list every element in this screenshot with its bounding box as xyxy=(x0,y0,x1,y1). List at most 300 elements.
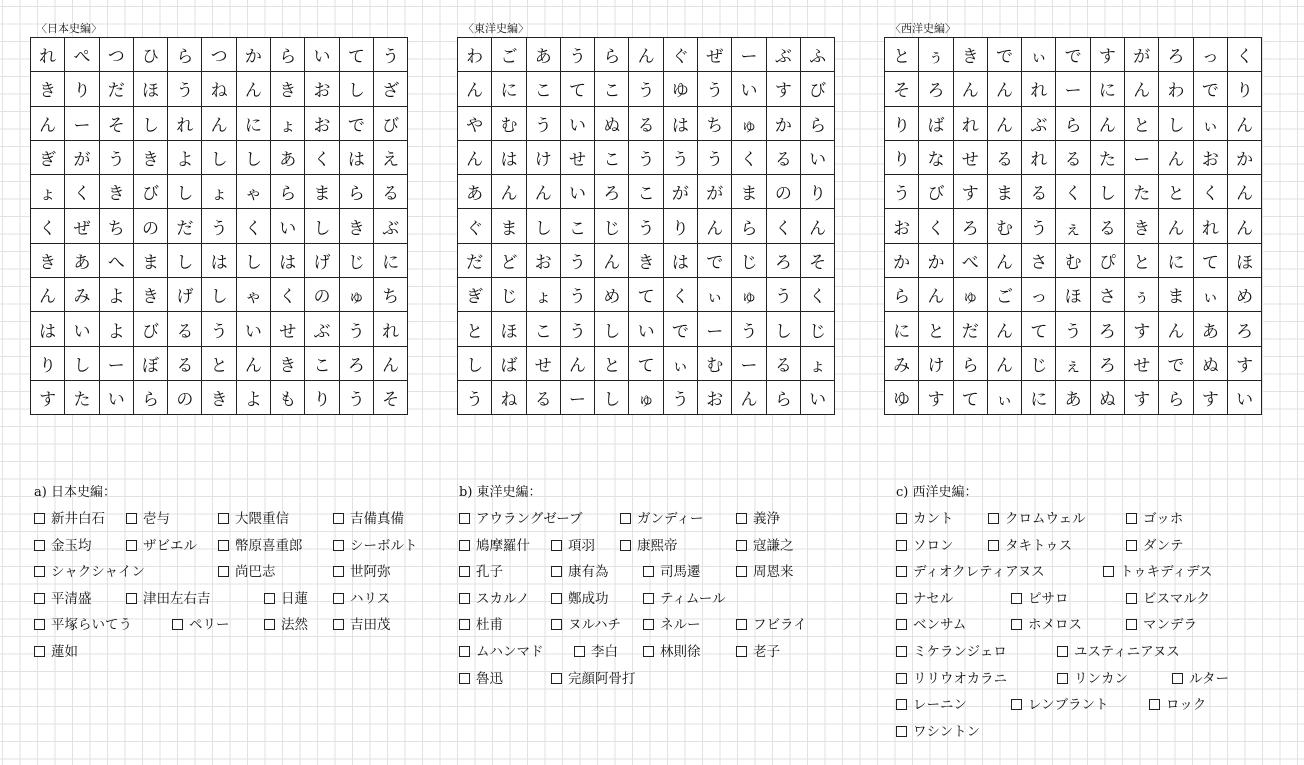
grid-cell: が xyxy=(1125,38,1159,72)
word-item[interactable] xyxy=(896,722,980,742)
grid-cell: た xyxy=(1125,175,1159,209)
grid-cell: ん xyxy=(595,244,629,278)
word-list-heading: a) 日本史編： xyxy=(34,485,116,500)
grid-cell: て xyxy=(629,347,663,381)
checkbox-icon[interactable] xyxy=(1126,619,1137,630)
grid-cell: の xyxy=(305,278,339,312)
checkbox-icon[interactable] xyxy=(896,673,907,684)
word-item[interactable] xyxy=(896,589,953,609)
grid-cell: ん xyxy=(698,209,732,243)
grid-cell: す xyxy=(1125,312,1159,346)
word-item[interactable] xyxy=(896,536,954,556)
grid-cell: る xyxy=(767,141,801,175)
checkbox-icon[interactable] xyxy=(643,619,654,630)
grid-cell: だ xyxy=(458,244,492,278)
grid-cell: ん xyxy=(1125,72,1159,106)
grid-cell: げ xyxy=(168,278,202,312)
grid-cell: う xyxy=(202,312,236,346)
grid-cell: て xyxy=(340,38,374,72)
grid-cell: き xyxy=(202,381,236,415)
word-label: 義浄 xyxy=(753,511,780,527)
word-item[interactable] xyxy=(574,642,618,662)
word-item[interactable] xyxy=(218,562,276,582)
checkbox-icon[interactable] xyxy=(620,540,631,551)
word-item[interactable] xyxy=(459,669,503,689)
grid-cell: は xyxy=(664,107,698,141)
word-item[interactable] xyxy=(736,536,794,556)
grid-cell: で xyxy=(1194,72,1228,106)
grid-cell: ゅ xyxy=(340,278,374,312)
word-item[interactable] xyxy=(1126,615,1197,635)
grid-cell: う xyxy=(458,381,492,415)
checkbox-icon[interactable] xyxy=(620,513,631,524)
word-label: レーニン xyxy=(913,697,967,714)
checkbox-icon[interactable] xyxy=(333,619,344,630)
word-list-row xyxy=(459,669,636,696)
grid-cell: き xyxy=(629,244,663,278)
checkbox-icon[interactable] xyxy=(264,593,275,604)
grid-cell: ひ xyxy=(134,38,168,72)
grid-cell: ー xyxy=(732,38,766,72)
puzzle-eastern-history xyxy=(457,21,835,415)
grid-cell: り xyxy=(885,141,919,175)
word-item[interactable] xyxy=(333,509,404,529)
word-item[interactable] xyxy=(551,615,621,635)
grid-cell: ぎ xyxy=(458,278,492,312)
grid-cell: ぃ xyxy=(1022,38,1056,72)
checkbox-icon[interactable] xyxy=(643,566,654,577)
checkbox-icon[interactable] xyxy=(896,619,907,630)
word-label: ヌルハチ xyxy=(568,617,622,634)
grid-cell: い xyxy=(305,38,339,72)
checkbox-icon[interactable] xyxy=(34,540,45,551)
grid-cell: う xyxy=(374,38,408,72)
word-item[interactable] xyxy=(736,562,794,582)
word-list-row xyxy=(896,509,1184,536)
word-list-row xyxy=(34,615,391,642)
grid-cell: り xyxy=(1228,72,1262,106)
checkbox-icon[interactable] xyxy=(459,540,470,551)
word-label: シーボルト xyxy=(350,537,418,554)
grid-cell: う xyxy=(664,381,698,415)
grid-cell: け xyxy=(919,347,953,381)
grid-cell: ん xyxy=(954,72,988,106)
grid-cell: ん xyxy=(1159,209,1193,243)
word-item[interactable] xyxy=(218,509,289,529)
word-list-row xyxy=(896,589,1210,616)
grid-cell: ざ xyxy=(374,72,408,106)
word-item[interactable] xyxy=(1126,536,1184,556)
word-item[interactable] xyxy=(172,615,230,635)
word-item[interactable] xyxy=(988,509,1085,529)
word-item[interactable] xyxy=(126,536,197,556)
word-list-row xyxy=(896,669,1229,696)
checkbox-icon[interactable] xyxy=(459,593,470,604)
grid-cell: ぬ xyxy=(1091,381,1125,415)
word-item[interactable] xyxy=(620,509,703,529)
word-item[interactable] xyxy=(264,615,308,635)
word-item[interactable] xyxy=(988,536,1072,556)
grid-cell: あ xyxy=(1194,312,1228,346)
checkbox-icon[interactable] xyxy=(459,646,470,657)
checkbox-icon[interactable] xyxy=(896,540,907,551)
word-item[interactable] xyxy=(34,536,92,556)
grid-cell: て xyxy=(561,72,595,106)
word-item[interactable] xyxy=(459,509,583,529)
checkbox-icon[interactable] xyxy=(126,540,137,551)
grid-cell: い xyxy=(732,72,766,106)
checkbox-icon[interactable] xyxy=(1057,673,1068,684)
word-item[interactable] xyxy=(896,509,954,529)
grid-cell: か xyxy=(885,244,919,278)
grid-cell: ろ xyxy=(954,209,988,243)
grid-cell: わ xyxy=(458,38,492,72)
word-item[interactable] xyxy=(896,562,1045,582)
word-item[interactable] xyxy=(333,562,391,582)
checkbox-icon[interactable] xyxy=(333,513,344,524)
grid-cell: ぶ xyxy=(1022,107,1056,141)
grid-cell: お xyxy=(885,209,919,243)
grid-cell: め xyxy=(595,278,629,312)
word-item[interactable] xyxy=(1126,589,1210,609)
word-item[interactable] xyxy=(1011,589,1069,609)
grid-cell: び xyxy=(801,72,835,106)
grid-cell: し xyxy=(202,141,236,175)
word-item[interactable] xyxy=(126,509,170,529)
word-item[interactable] xyxy=(643,589,725,609)
grid-cell: の xyxy=(168,381,202,415)
grid-cell: せ xyxy=(1125,347,1159,381)
grid-cell: ー xyxy=(698,312,732,346)
checkbox-icon[interactable] xyxy=(333,566,344,577)
grid-cell: す xyxy=(954,175,988,209)
grid-cell: ち xyxy=(374,278,408,312)
checkbox-icon[interactable] xyxy=(459,673,470,684)
word-label: 新井白石 xyxy=(51,511,105,527)
grid-cell: あ xyxy=(458,175,492,209)
word-label: 平清盛 xyxy=(51,590,92,607)
checkbox-icon[interactable] xyxy=(1126,540,1137,551)
word-item[interactable] xyxy=(34,562,145,582)
word-item[interactable] xyxy=(1126,509,1183,529)
grid-cell: の xyxy=(767,175,801,209)
word-list-row xyxy=(459,562,794,589)
grid-cell: ぅ xyxy=(1125,278,1159,312)
word-label: 平塚らいてう xyxy=(51,617,132,634)
checkbox-icon[interactable] xyxy=(34,593,45,604)
word-label: ムハンマド xyxy=(476,643,544,660)
grid-cell: こ xyxy=(595,141,629,175)
word-label: 老子 xyxy=(753,643,780,660)
grid-cell: す xyxy=(1125,381,1159,415)
checkbox-icon[interactable] xyxy=(459,566,470,577)
checkbox-icon[interactable] xyxy=(1103,566,1114,577)
grid-cell: こ xyxy=(527,312,561,346)
grid-cell: く xyxy=(732,141,766,175)
grid-cell: ぇ xyxy=(1056,347,1090,381)
checkbox-icon[interactable] xyxy=(988,513,999,524)
grid-cell: び xyxy=(919,175,953,209)
grid-cell: が xyxy=(698,175,732,209)
grid-cell: り xyxy=(885,107,919,141)
grid-cell: れ xyxy=(954,107,988,141)
grid-cell: そ xyxy=(374,381,408,415)
grid-cell: ん xyxy=(919,278,953,312)
word-item[interactable] xyxy=(1011,695,1109,715)
checkbox-icon[interactable] xyxy=(988,540,999,551)
word-label: トゥキディデス xyxy=(1120,564,1213,581)
grid-cell: ゅ xyxy=(629,381,663,415)
checkbox-icon[interactable] xyxy=(896,566,907,577)
word-label: ネルー xyxy=(660,617,701,634)
word-item[interactable] xyxy=(1103,562,1213,582)
word-item[interactable] xyxy=(643,642,701,662)
grid-cell: れ xyxy=(1194,209,1228,243)
grid-cell: ん xyxy=(527,175,561,209)
grid-cell: っ xyxy=(1194,38,1228,72)
word-item[interactable] xyxy=(1057,669,1128,689)
word-item[interactable] xyxy=(643,615,701,635)
word-label: フビライ xyxy=(753,617,807,634)
checkbox-icon[interactable] xyxy=(333,593,344,604)
grid-cell: ん xyxy=(561,347,595,381)
grid-cell: い xyxy=(65,312,99,346)
checkbox-icon[interactable] xyxy=(333,540,344,551)
checkbox-icon[interactable] xyxy=(34,619,45,630)
word-item[interactable] xyxy=(333,536,418,556)
checkbox-icon[interactable] xyxy=(896,726,907,737)
word-item[interactable] xyxy=(34,509,105,529)
grid-cell: ら xyxy=(732,209,766,243)
grid-cell: し xyxy=(595,381,629,415)
word-label: 項羽 xyxy=(568,537,595,554)
grid-cell: に xyxy=(237,107,271,141)
checkbox-icon[interactable] xyxy=(896,699,907,710)
grid-cell: こ xyxy=(595,72,629,106)
word-item[interactable] xyxy=(459,589,529,609)
grid-cell: ろ xyxy=(1159,38,1193,72)
grid-cell: へ xyxy=(100,244,134,278)
checkbox-icon[interactable] xyxy=(34,646,45,657)
checkbox-icon[interactable] xyxy=(1057,646,1068,657)
grid-cell: ゅ xyxy=(954,278,988,312)
word-item[interactable] xyxy=(551,562,609,582)
word-item[interactable] xyxy=(1172,669,1229,689)
word-label: 孔子 xyxy=(476,564,503,581)
checkbox-icon[interactable] xyxy=(574,646,585,657)
word-list-row xyxy=(34,509,404,536)
grid-cell: は xyxy=(664,244,698,278)
grid-cell: ど xyxy=(492,244,526,278)
grid-cell: く xyxy=(801,278,835,312)
checkbox-icon[interactable] xyxy=(896,513,907,524)
word-label: スカルノ xyxy=(476,590,530,607)
grid-cell: ぃ xyxy=(1194,107,1228,141)
word-item[interactable] xyxy=(1149,695,1206,715)
grid-cell: あ xyxy=(271,141,305,175)
grid-cell: そ xyxy=(100,107,134,141)
grid-cell: う xyxy=(340,381,374,415)
word-item[interactable] xyxy=(896,615,966,635)
word-label: ティムール xyxy=(660,590,726,607)
grid-cell: こ xyxy=(561,209,595,243)
grid-cell: ご xyxy=(492,38,526,72)
grid-cell: き xyxy=(134,141,168,175)
grid-cell: う xyxy=(561,312,595,346)
grid-cell: て xyxy=(1022,312,1056,346)
checkbox-icon[interactable] xyxy=(264,619,275,630)
word-list-row xyxy=(459,509,780,536)
grid-cell: れ xyxy=(374,312,408,346)
puzzle-japanese-history xyxy=(30,21,408,415)
checkbox-icon[interactable] xyxy=(1126,593,1137,604)
grid-cell: ん xyxy=(237,72,271,106)
grid-cell: ん xyxy=(202,107,236,141)
checkbox-icon[interactable] xyxy=(643,646,654,657)
word-item[interactable] xyxy=(34,589,92,609)
grid-cell: ろ xyxy=(340,347,374,381)
grid-cell: ら xyxy=(271,175,305,209)
checkbox-icon[interactable] xyxy=(1011,619,1022,630)
checkbox-icon[interactable] xyxy=(551,619,562,630)
word-item[interactable] xyxy=(459,642,544,662)
word-item[interactable] xyxy=(620,536,678,556)
word-item[interactable] xyxy=(459,615,503,635)
grid-cell: ん xyxy=(492,175,526,209)
grid-cell: ぇ xyxy=(1056,209,1090,243)
checkbox-icon[interactable] xyxy=(126,593,137,604)
checkbox-icon[interactable] xyxy=(736,566,747,577)
checkbox-icon[interactable] xyxy=(1126,513,1137,524)
word-item[interactable] xyxy=(551,589,609,609)
word-item[interactable] xyxy=(126,589,211,609)
grid-cell: ろ xyxy=(1091,312,1125,346)
grid-cell: う xyxy=(767,278,801,312)
grid-cell: ね xyxy=(492,381,526,415)
grid-cell: う xyxy=(168,72,202,106)
grid-cell: せ xyxy=(271,312,305,346)
word-item[interactable] xyxy=(1011,615,1082,635)
checkbox-icon[interactable] xyxy=(736,646,747,657)
word-item[interactable] xyxy=(896,669,1007,689)
word-item[interactable] xyxy=(551,536,595,556)
grid-cell: ろ xyxy=(595,175,629,209)
word-label: ゴッホ xyxy=(1143,511,1184,527)
checkbox-icon[interactable] xyxy=(218,566,229,577)
checkbox-icon[interactable] xyxy=(643,593,654,604)
checkbox-icon[interactable] xyxy=(551,566,562,577)
checkbox-icon[interactable] xyxy=(1149,699,1160,710)
grid-cell: う xyxy=(1056,312,1090,346)
word-item[interactable] xyxy=(333,589,390,609)
word-item[interactable] xyxy=(218,536,303,556)
word-item[interactable] xyxy=(551,669,636,689)
grid-cell: た xyxy=(65,381,99,415)
puzzle-title: 〈西洋史編〉 xyxy=(890,22,956,35)
grid-cell: か xyxy=(767,107,801,141)
checkbox-icon[interactable] xyxy=(551,673,562,684)
grid-cell: る xyxy=(168,347,202,381)
grid-cell: よ xyxy=(237,381,271,415)
grid-cell: い xyxy=(801,141,835,175)
grid-cell: り xyxy=(31,347,65,381)
word-item[interactable] xyxy=(736,642,780,662)
word-list-row xyxy=(896,562,1213,589)
grid-cell: ろ xyxy=(1091,347,1125,381)
grid-cell: ん xyxy=(629,38,663,72)
grid-cell: せ xyxy=(561,141,595,175)
checkbox-icon[interactable] xyxy=(34,513,45,524)
grid-cell: こ xyxy=(629,175,663,209)
checkbox-icon[interactable] xyxy=(1011,593,1022,604)
word-label: 津田左右吉 xyxy=(143,590,211,607)
grid-cell: い xyxy=(561,175,595,209)
grid-cell: き xyxy=(954,38,988,72)
checkbox-icon[interactable] xyxy=(1172,673,1183,684)
checkbox-icon[interactable] xyxy=(218,513,229,524)
word-item[interactable] xyxy=(896,695,967,715)
word-list-row xyxy=(34,562,391,589)
grid-cell: か xyxy=(237,38,271,72)
checkbox-icon[interactable] xyxy=(1011,699,1022,710)
word-item[interactable] xyxy=(736,509,780,529)
word-item[interactable] xyxy=(333,615,391,635)
word-item[interactable] xyxy=(459,536,530,556)
grid-cell: し xyxy=(1091,175,1125,209)
grid-cell: ら xyxy=(801,107,835,141)
grid-cell: ょ xyxy=(202,175,236,209)
word-item[interactable] xyxy=(1057,642,1180,662)
checkbox-icon[interactable] xyxy=(736,513,747,524)
checkbox-icon[interactable] xyxy=(459,619,470,630)
checkbox-icon[interactable] xyxy=(551,593,562,604)
puzzle-title: 〈東洋史編〉 xyxy=(463,22,529,35)
checkbox-icon[interactable] xyxy=(551,540,562,551)
grid-cell: ぃ xyxy=(988,381,1022,415)
checkbox-icon[interactable] xyxy=(218,540,229,551)
word-item[interactable] xyxy=(34,615,132,635)
grid-cell: ん xyxy=(801,209,835,243)
grid-cell: は xyxy=(202,244,236,278)
word-item[interactable] xyxy=(736,615,807,635)
checkbox-icon[interactable] xyxy=(172,619,183,630)
checkbox-icon[interactable] xyxy=(896,593,907,604)
grid-cell: う xyxy=(698,141,732,175)
grid-cell: う xyxy=(561,38,595,72)
word-label: 金玉均 xyxy=(51,537,92,554)
word-list-row xyxy=(459,642,780,669)
checkbox-icon[interactable] xyxy=(896,646,907,657)
word-item[interactable] xyxy=(643,562,701,582)
checkbox-icon[interactable] xyxy=(459,513,470,524)
checkbox-icon[interactable] xyxy=(736,540,747,551)
grid-cell: ー xyxy=(65,107,99,141)
checkbox-icon[interactable] xyxy=(34,566,45,577)
grid-cell: ら xyxy=(885,278,919,312)
word-item[interactable] xyxy=(264,589,308,609)
word-item[interactable] xyxy=(896,642,1007,662)
grid-cell: う xyxy=(100,141,134,175)
word-label: シャクシャイン xyxy=(51,564,145,581)
checkbox-icon[interactable] xyxy=(736,619,747,630)
word-item[interactable] xyxy=(459,562,503,582)
word-item[interactable] xyxy=(34,642,78,662)
checkbox-icon[interactable] xyxy=(126,513,137,524)
grid-cell: あ xyxy=(527,38,561,72)
word-label: 尚巴志 xyxy=(235,564,276,581)
grid-cell: べ xyxy=(954,244,988,278)
grid-cell: ろ xyxy=(1228,312,1262,346)
